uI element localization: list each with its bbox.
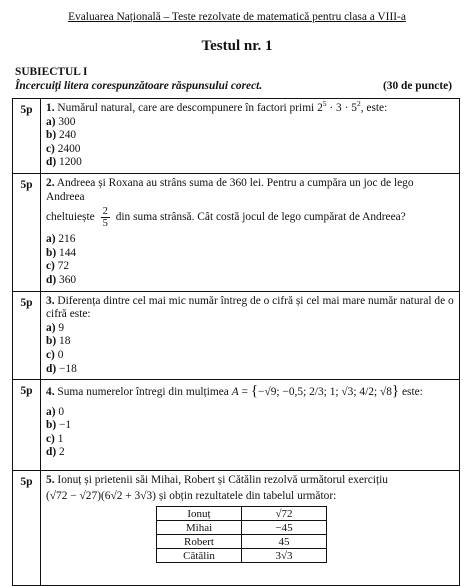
question-points: 5p [13, 471, 41, 586]
option-letter: a) [46, 115, 56, 128]
answer-option-a[interactable] [46, 406, 454, 420]
question-text: 4. Suma numerelor întregi din mulțimea A = {−√9; −0,5; 2/3; 1; √3; 4/2; √8} este: [46, 383, 423, 400]
option-letter: d) [46, 273, 57, 286]
math-expression: (√72 − √27)(6√2 + 3√3) [46, 489, 156, 502]
question-stem-end: și obțin rezultatele din tabelul următor: [158, 489, 337, 502]
question-stem: cheltuiește [46, 211, 95, 224]
answer-option-d[interactable] [46, 274, 454, 288]
set-notation: { [250, 383, 259, 400]
table-row [157, 507, 327, 521]
question-number: 2. [46, 176, 55, 189]
table-row [157, 521, 327, 535]
question-body [41, 99, 460, 174]
set-element: −√9 [258, 386, 277, 399]
question-number: 1. [46, 102, 55, 114]
answer-option-c[interactable] [46, 349, 454, 363]
question-text [46, 99, 454, 116]
option-value: 2400 [57, 142, 81, 155]
question-stem: Numărul natural, care are descompunere în factori primi [57, 102, 315, 114]
question-points: 5p [13, 380, 41, 471]
set-label: A [231, 386, 239, 399]
results-table [156, 506, 327, 563]
question-row [13, 471, 460, 586]
option-value: 216 [58, 233, 76, 246]
option-letter: c) [46, 348, 55, 361]
option-value: 0 [57, 348, 64, 361]
question-stem: Diferența dintre cel mai mic număr întreg de o cifră și cel mai mare număr natural de o cifră este: [46, 294, 454, 321]
option-letter: d) [46, 156, 57, 169]
student-result: 45 [242, 535, 327, 549]
option-value: 144 [59, 246, 77, 259]
question-text-line2 [46, 206, 454, 229]
option-letter: b) [46, 335, 57, 348]
option-letter: c) [46, 432, 55, 445]
question-points: 5p [13, 99, 41, 174]
table-row [157, 535, 327, 549]
option-letter: a) [46, 233, 56, 246]
set-notation-close: } [391, 383, 400, 400]
prime-factorization: $2^5 \cdot 3 \cdot 5^2$ [317, 99, 361, 114]
questions-table [12, 98, 460, 586]
question-text [46, 177, 454, 204]
factor-base: 5 [351, 102, 357, 114]
question-number: 5. [46, 474, 55, 487]
instruction-text: Încercuiți litera corespunzătoare răspunsului corect. [15, 80, 263, 92]
question-stem-end: din suma strânsă. Cât costă jocul de lego cumpărat de Andreea? [115, 211, 406, 224]
option-letter: d) [46, 446, 57, 459]
option-value: 240 [59, 129, 77, 142]
option-value: 18 [59, 335, 71, 348]
student-name: Cătălin [157, 549, 242, 563]
option-value: 72 [57, 260, 70, 273]
question-row [13, 99, 460, 174]
question-points: 5p [13, 291, 41, 380]
option-value: 9 [58, 321, 65, 334]
question-stem: Andreea și Roxana au strâns suma de 360 lei. Pentru a cumpăra un joc de lego Andreea [46, 176, 414, 203]
answer-option-b[interactable] [46, 419, 454, 433]
student-result: √72 [242, 507, 327, 521]
answer-option-c[interactable] [46, 433, 454, 447]
subject-title: SUBIECTUL I [15, 66, 88, 78]
question-text [46, 295, 454, 322]
question-stem-end: este: [401, 386, 423, 399]
answer-option-b[interactable] [46, 335, 454, 349]
question-body [41, 173, 460, 291]
set-element: 2/3 [309, 386, 324, 399]
test-title: Testul nr. 1 [201, 38, 273, 54]
option-letter: c) [46, 142, 55, 155]
answer-option-a[interactable] [46, 233, 454, 247]
question-number: 4. [46, 386, 55, 399]
answer-option-d[interactable] [46, 156, 454, 170]
option-letter: a) [46, 321, 56, 334]
option-value: 300 [58, 115, 76, 128]
answer-option-a[interactable] [46, 322, 454, 336]
student-result: 3√3 [242, 549, 327, 563]
question-body [41, 291, 460, 380]
fraction-numerator: 2 [102, 206, 108, 218]
option-letter: c) [46, 260, 55, 273]
option-value: −1 [59, 419, 72, 432]
question-points: 5p [13, 173, 41, 291]
option-letter: d) [46, 362, 57, 375]
question-text [46, 474, 454, 488]
option-value: 1200 [59, 156, 82, 169]
answer-option-b[interactable] [46, 247, 454, 261]
answer-option-c[interactable] [46, 143, 454, 157]
option-value: 1 [57, 432, 64, 445]
option-letter: a) [46, 405, 56, 418]
set-element: √8 [379, 386, 392, 399]
question-number: 3. [46, 294, 55, 307]
option-value: 360 [59, 273, 77, 286]
option-value: 0 [58, 405, 65, 418]
answer-option-b[interactable] [46, 129, 454, 143]
factor-exponent: 2 [356, 99, 361, 109]
option-letter: b) [46, 246, 57, 259]
question-text-line2 [46, 490, 454, 504]
question-stem: Ionuț și prietenii săi Mihai, Robert și Cătălin rezolvă următorul exercițiu [57, 474, 388, 487]
factor-base: 3 [336, 102, 342, 114]
question-row [13, 380, 460, 471]
question-stem: Suma numerelor întregi din mulțimea [57, 386, 229, 399]
question-stem-end: , este: [360, 102, 388, 114]
question-body [41, 471, 460, 586]
set-element: −0,5 [282, 386, 304, 399]
question-body [41, 380, 460, 471]
option-value: −18 [59, 362, 77, 375]
factor-exponent: 5 [322, 99, 327, 109]
subject-points: (30 de puncte) [383, 80, 452, 92]
set-element: 4/2 [359, 386, 374, 399]
option-value: 2 [59, 446, 65, 459]
answer-option-d[interactable] [46, 363, 454, 377]
fraction [101, 206, 110, 229]
fraction-denominator: 5 [102, 218, 108, 230]
student-name: Robert [157, 535, 242, 549]
factor-base: 2 [317, 102, 323, 114]
question-row [13, 291, 460, 380]
student-name: Ionuț [157, 507, 242, 521]
set-element: √3 [341, 386, 354, 399]
option-letter: b) [46, 129, 57, 142]
set-element: 1 [329, 386, 336, 399]
table-row [157, 549, 327, 563]
option-letter: b) [46, 419, 57, 432]
question-row [13, 173, 460, 291]
answer-option-d[interactable] [46, 446, 454, 460]
answer-option-a[interactable] [46, 116, 454, 130]
student-name: Mihai [157, 521, 242, 535]
answer-option-c[interactable] [46, 260, 454, 274]
student-result: −45 [242, 521, 327, 535]
document-header: Evaluarea Națională – Teste rezolvate de matematică pentru clasa a VIII-a [68, 11, 406, 23]
